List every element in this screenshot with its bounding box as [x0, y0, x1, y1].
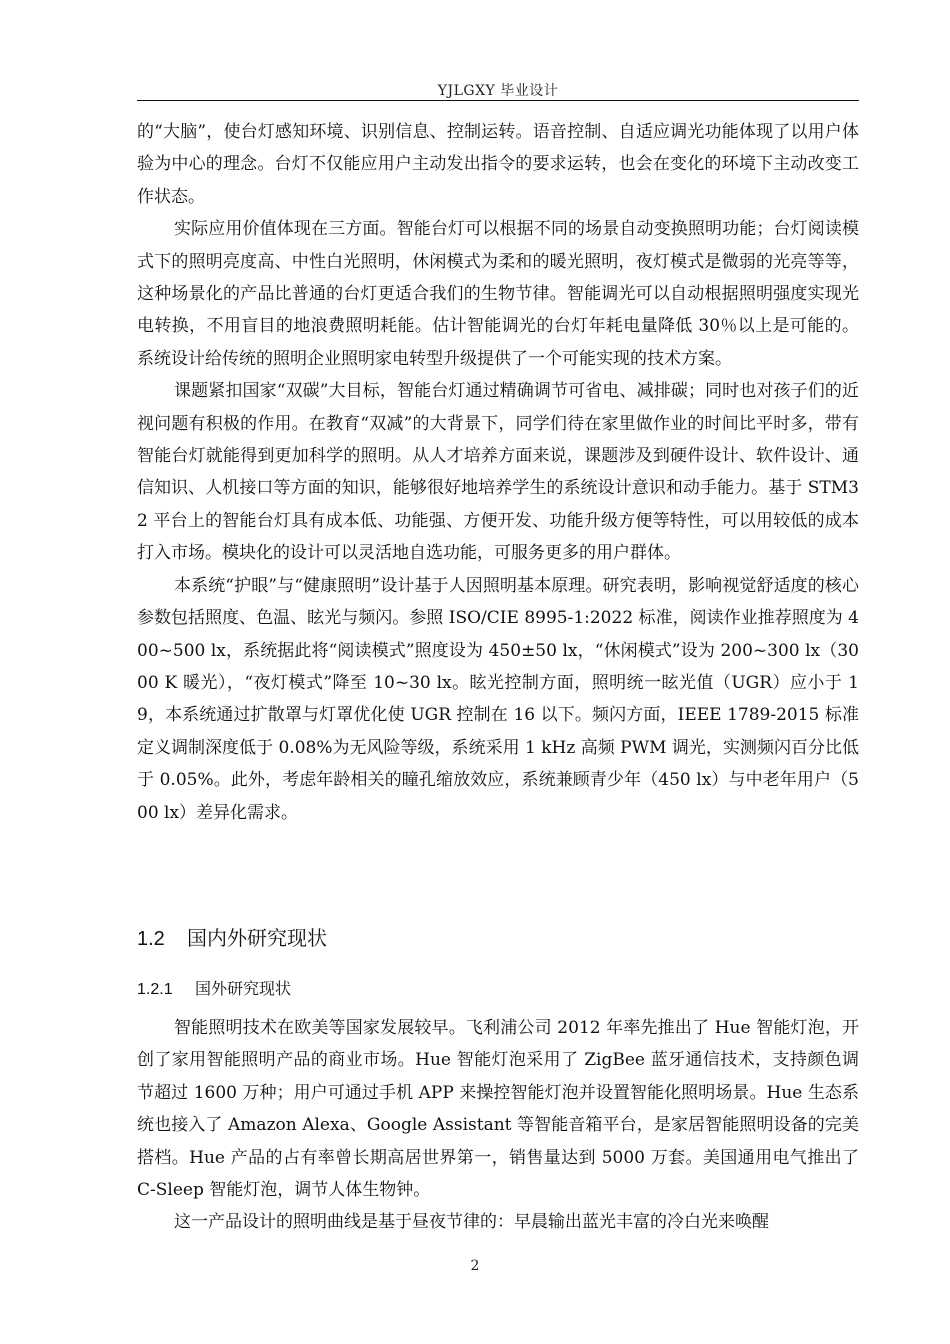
paragraph: 实际应用价值体现在三方面。智能台灯可以根据不同的场景自动变换照明功能；台灯阅读模式下的照明亮度高、中性白光照明，休闲模式为柔和的暖光照明，夜灯模式是微弱的光亮等等，这种场景化的产品比普通的台灯更适合我们的生物节律。智能调光可以自动根据照明强度实现光电转换，不用盲目的地浪费照明耗能。估计智能调光的台灯年耗电量降低 30％以上是可能的。系统设计给传统的照明企业照明家电转型升级提供了一个可能实现的技术方案。 [137, 219, 859, 369]
subsection-heading [137, 976, 291, 999]
paragraph: 智能照明技术在欧美等国家发展较早。飞利浦公司 2012 年率先推出了 Hue 智能灯泡，开创了家用智能照明产品的商业市场。Hue 智能灯泡采用了 ZigBee 蓝牙通信技术，支持颜色调节超过 1600 万种；用户可通过手机 APP 来操控智能灯泡并设置智能化照明场景。Hue 生态系统也接入了 Amazon Alexa、Google Assistant 等智能音箱平台，是家居智能照明设备的完美搭档。Hue 产品的占有率曾长期高居世界第一，销售量达到 5000 万套。美国通用电气推出了 C-Sleep 智能灯泡，调节人体生物钟。 [137, 1018, 859, 1201]
body-text [137, 116, 859, 829]
paragraph: 这一产品设计的照明曲线是基于昼夜节律的：早晨输出蓝光丰富的冷白光来唤醒 [174, 1212, 769, 1233]
section-heading [137, 922, 327, 951]
subsection-title: 国外研究现状 [195, 979, 292, 998]
page-header: YJLGXY 毕业设计 [437, 83, 559, 99]
paragraph: 的“大脑”，使台灯感知环境、识别信息、控制运转。语音控制、自适应调光功能体现了以用户体验为中心的理念。台灯不仅能应用户主动发出指令的要求运转，也会在变化的环境下主动改变工作状态。 [137, 122, 859, 207]
page-number: 2 [470, 1258, 480, 1274]
paragraph: 课题紧扣国家“双碳”大目标，智能台灯通过精确调节可省电、减排碳；同时也对孩子们的近视问题有积极的作用。在教育“双减”的大背景下，同学们待在家里做作业的时间比平时多，带有智能台灯就能得到更加科学的照明。从人才培养方面来说，课题涉及到硬件设计、软件设计、通信知识、人机接口等方面的知识，能够很好地培养学生的系统设计意识和动手能力。基于 STM32 平台上的智能台灯具有成本低、功能强、方便开发、功能升级方便等特性，可以用较低的成本打入市场。模块化的设计可以灵活地自选功能，可服务更多的用户群体。 [137, 381, 859, 564]
section-number: 1.2 [137, 928, 165, 950]
section-title: 国内外研究现状 [187, 926, 327, 950]
header-rule [137, 100, 859, 101]
subsection-number: 1.2.1 [137, 981, 173, 998]
body-text-2 [137, 1012, 859, 1239]
paragraph: 本系统“护眼”与“健康照明”设计基于人因照明基本原理。研究表明，影响视觉舒适度的核心参数包括照度、色温、眩光与频闪。参照 ISO/CIE 8995-1:2022 标准，阅读作业推荐照度为 400~500 lx，系统据此将“阅读模式”照度设为 450±50 lx，“休闲模式”设为 200~300 lx（3000 K 暖光），“夜灯模式”降至 10~30 lx。眩光控制方面，照明统一眩光值（UGR）应小于 19，本系统通过扩散罩与灯罩优化使 UGR 控制在 16 以下。频闪方面，IEEE 1789-2015 标准定义调制深度低于 0.08%为无风险等级，系统采用 1 kHz 高频 PWM 调光，实测频闪百分比低于 0.05%。此外，考虑年龄相关的瞳孔缩放效应，系统兼顾青少年（450 lx）与中老年用户（500 lx）差异化需求。 [137, 575, 859, 823]
